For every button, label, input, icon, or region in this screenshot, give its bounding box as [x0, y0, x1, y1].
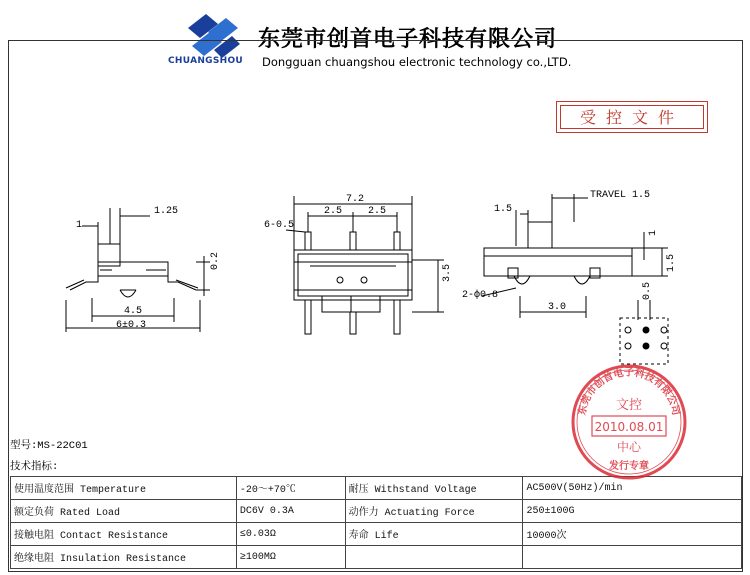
table-row: [11, 500, 742, 523]
spec-value: -20～+70℃: [236, 477, 345, 500]
dim-label: 1: [76, 220, 83, 231]
company-name-en: Dongguan chuangshou electronic technology co.,LTD.: [262, 55, 572, 69]
dim-label: 2.5: [368, 206, 387, 217]
dim-label: 1.5: [494, 204, 513, 215]
dim-label: 7.2: [346, 194, 365, 205]
spec-value: [523, 546, 742, 569]
spec-value: ≤0.03Ω: [236, 523, 345, 546]
dim-label: 1.5: [666, 253, 677, 272]
spec-value: 250±100G: [523, 500, 742, 523]
controlled-document-box: [556, 101, 708, 133]
dim-label: 6-0.5: [264, 220, 295, 231]
spec-table: [10, 476, 742, 569]
spec-label: 接触电阻 Contact Resistance: [11, 523, 237, 546]
dim-label: 6±0.3: [116, 320, 147, 331]
dim-label: 3.0: [548, 302, 567, 313]
dim-label: 3.5: [442, 263, 453, 282]
seal-ring-text: 东莞市创首电子科技有限公司: [577, 367, 681, 417]
model-number: 型号:MS-22C01: [10, 440, 88, 452]
seal-footer-text: 发行专章: [609, 461, 649, 472]
spec-label: [345, 546, 523, 569]
spec-label: 使用温度范围 Temperature: [11, 477, 237, 500]
dim-label: 0.5: [642, 281, 653, 300]
spec-value: ≥100MΩ: [236, 546, 345, 569]
spec-heading: 技术指标:: [10, 461, 59, 473]
spec-label: 耐压 Withstand Voltage: [345, 477, 523, 500]
spec-label: 寿命 Life: [345, 523, 523, 546]
spec-label: 动作力 Actuating Force: [345, 500, 523, 523]
seal-top-text: 文控: [615, 398, 643, 413]
dim-label: 4.5: [124, 306, 143, 317]
spec-value: DC6V 0.3A: [236, 500, 345, 523]
seal-date: 2010.08.01: [594, 420, 664, 434]
brand-name: CHUANGSHOU: [168, 56, 244, 66]
dim-label: TRAVEL 1.5: [590, 190, 651, 201]
dim-label: 2.5: [324, 206, 343, 217]
spec-label: 额定负荷 Rated Load: [11, 500, 237, 523]
dim-label: 1.25: [154, 206, 179, 217]
controlled-document-label: 受控文件: [579, 108, 684, 127]
table-row: [11, 523, 742, 546]
dim-label: 1: [648, 229, 659, 236]
dim-label: 0.2: [210, 251, 221, 270]
spec-value: 10000次: [523, 523, 742, 546]
company-name-cn: 东莞市创首电子科技有限公司: [258, 26, 558, 52]
spec-value: AC500V(50Hz)/min: [523, 477, 742, 500]
table-row: [11, 546, 742, 569]
spec-label: 绝缘电阻 Insulation Resistance: [11, 546, 237, 569]
dim-label: 2-ф0.8: [462, 290, 499, 301]
company-seal: [570, 363, 688, 481]
seal-bottom-text: 中心: [616, 440, 642, 454]
